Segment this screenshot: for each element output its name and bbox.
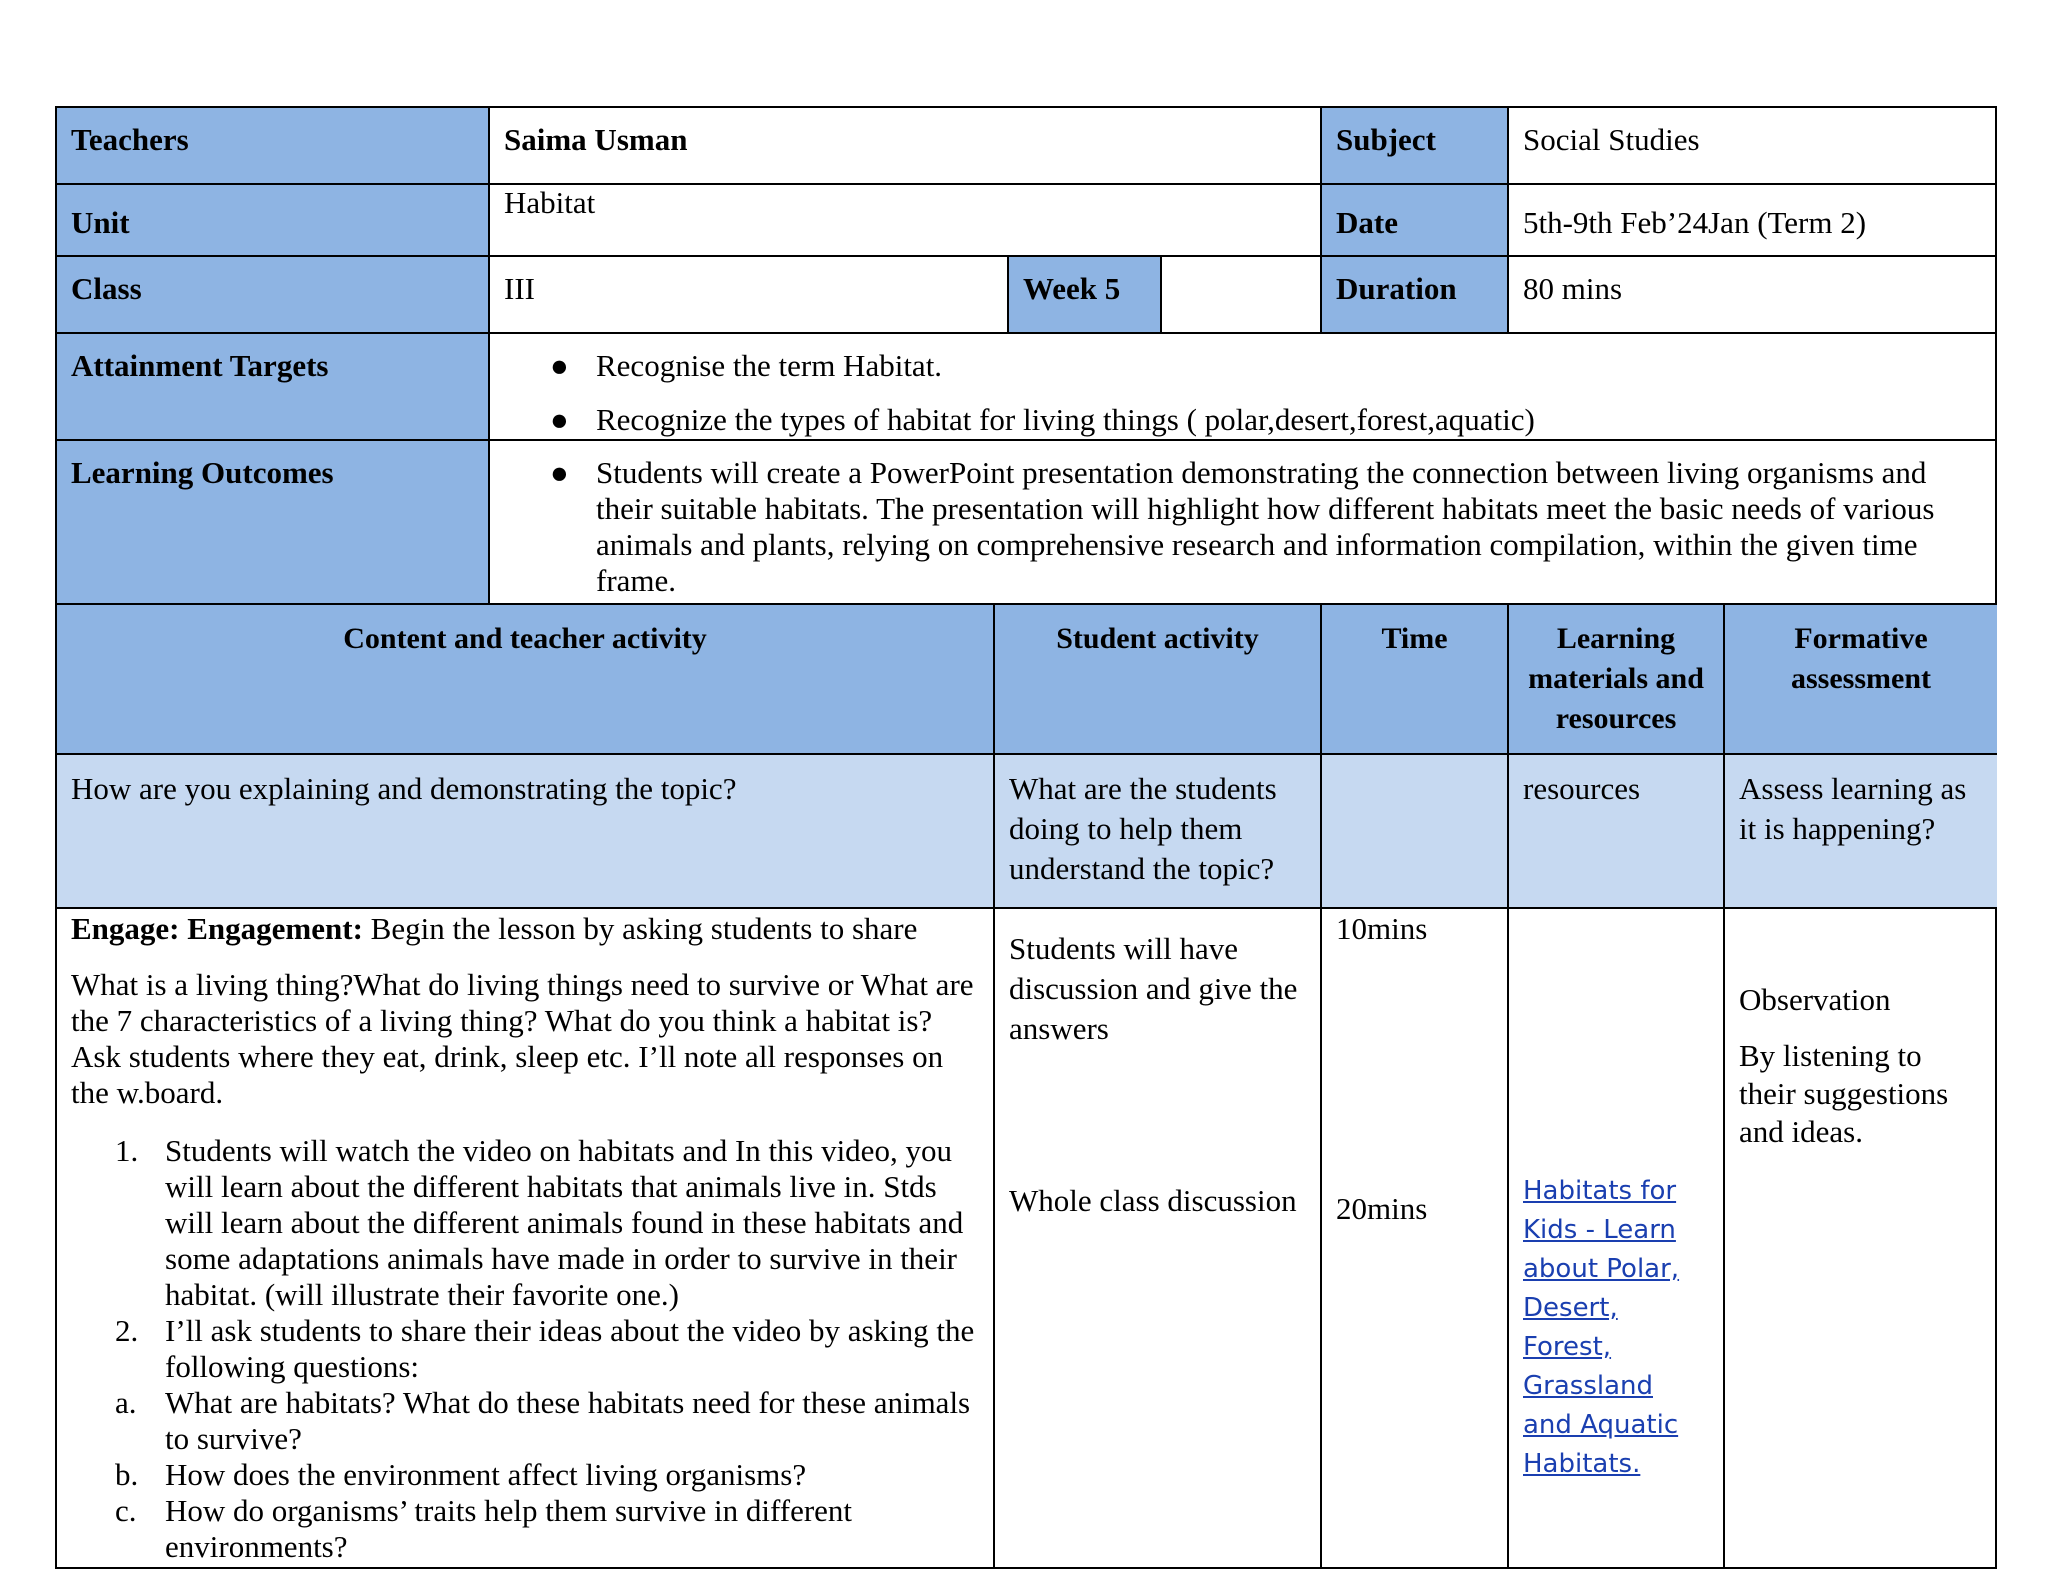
attainment-item: ● Recognise the term Habitat. [550, 348, 943, 383]
student-activity-1: Students will have discussion and give the answers [1009, 931, 1298, 1046]
col-time-header: Time [1322, 605, 1509, 755]
time-2: 20mins [1336, 1191, 1428, 1226]
prompt-content: How are you explaining and demonstrating the topic? [57, 755, 995, 909]
col-materials-header: Learning materials and resources [1509, 605, 1725, 755]
unit-value: Habitat [490, 185, 1322, 257]
engage-intro: Engage: Engagement: Begin the lesson by asking students to share [71, 911, 918, 946]
list-item: a. What are habitats? What do these habitats need for these animals to survive? [115, 1385, 971, 1456]
learning-outcomes [490, 441, 1997, 605]
class-label: Class [57, 257, 490, 334]
assessment-2: By listening to their suggestions and ideas. [1739, 1038, 1949, 1149]
duration-label: Duration [1322, 257, 1509, 334]
list-item: 1. Students will watch the video on habitats and In this video, you will learn about the different habitats that animals live in. Stds will learn about the different animals found in these habitats and some adaptations animals have made in order to survive in their habitat. (will illustrate their favorite one.) [115, 1133, 964, 1312]
subject-label: Subject [1322, 108, 1509, 185]
col-content-header: Content and teacher activity [57, 605, 995, 755]
student-activity-2: Whole class discussion [1009, 1183, 1297, 1218]
week-label: Week 5 [1009, 257, 1162, 334]
engage-list [71, 1133, 979, 1565]
assessment-1: Observation [1739, 982, 1891, 1017]
list-item: c. How do organisms’ traits help them survive in different environments? [115, 1493, 853, 1564]
list-item: 2. I’ll ask students to share their ideas about the video by asking the following questions: [115, 1313, 975, 1384]
week-value [1162, 257, 1322, 334]
attainment-targets [490, 334, 1997, 441]
attainment-label: Attainment Targets [57, 334, 490, 441]
class-value: III [490, 257, 1009, 334]
outcomes-label: Learning Outcomes [57, 441, 490, 605]
prompt-assessment: Assess learning as it is happening? [1725, 755, 1997, 909]
prompt-materials: resources [1509, 755, 1725, 909]
engage-materials [1509, 909, 1725, 1569]
unit-label: Unit [57, 185, 490, 257]
lesson-plan-table [55, 106, 1997, 1569]
engage-assessment [1725, 909, 1997, 1569]
attainment-item: ● Recognize the types of habitat for living things ( polar,desert,forest,aquatic) [550, 402, 1535, 437]
prompt-student: What are the students doing to help them understand the topic? [995, 755, 1322, 909]
prompt-time [1322, 755, 1509, 909]
engage-time [1322, 909, 1509, 1569]
time-1: 10mins [1336, 911, 1428, 946]
col-student-header: Student activity [995, 605, 1322, 755]
engage-heading: Engage: Engagement: [71, 911, 363, 946]
engage-student-activity [995, 909, 1322, 1569]
teachers-value: Saima Usman [490, 108, 1322, 185]
date-label: Date [1322, 185, 1509, 257]
list-item: b. How does the environment affect living organisms? [115, 1457, 807, 1492]
engage-paragraph: What is a living thing?What do living things need to survive or What are the 7 characteristics of a living thing? What do you think a habitat is? Ask students where they eat, drink, sleep etc. I’ll note all responses on the w.board. [71, 967, 974, 1110]
subject-value: Social Studies [1509, 108, 1997, 185]
habitats-video-link[interactable]: Habitats for Kids - Learn about Polar, Desert, Forest, Grassland and Aquatic Habitats. [1523, 1176, 1680, 1479]
teachers-label: Teachers [57, 108, 490, 185]
outcome-item: ● Students will create a PowerPoint presentation demonstrating the connection between living organisms and their suitable habitats. The presentation will highlight how different habitats meet the basic needs of various animals and plants, relying on comprehensive research and information compilation, within the given time frame. [550, 455, 1935, 598]
date-value: 5th-9th Feb’24Jan (Term 2) [1509, 185, 1997, 257]
engage-content [57, 909, 995, 1569]
col-assessment-header: Formative assessment [1725, 605, 1997, 755]
duration-value: 80 mins [1509, 257, 1997, 334]
